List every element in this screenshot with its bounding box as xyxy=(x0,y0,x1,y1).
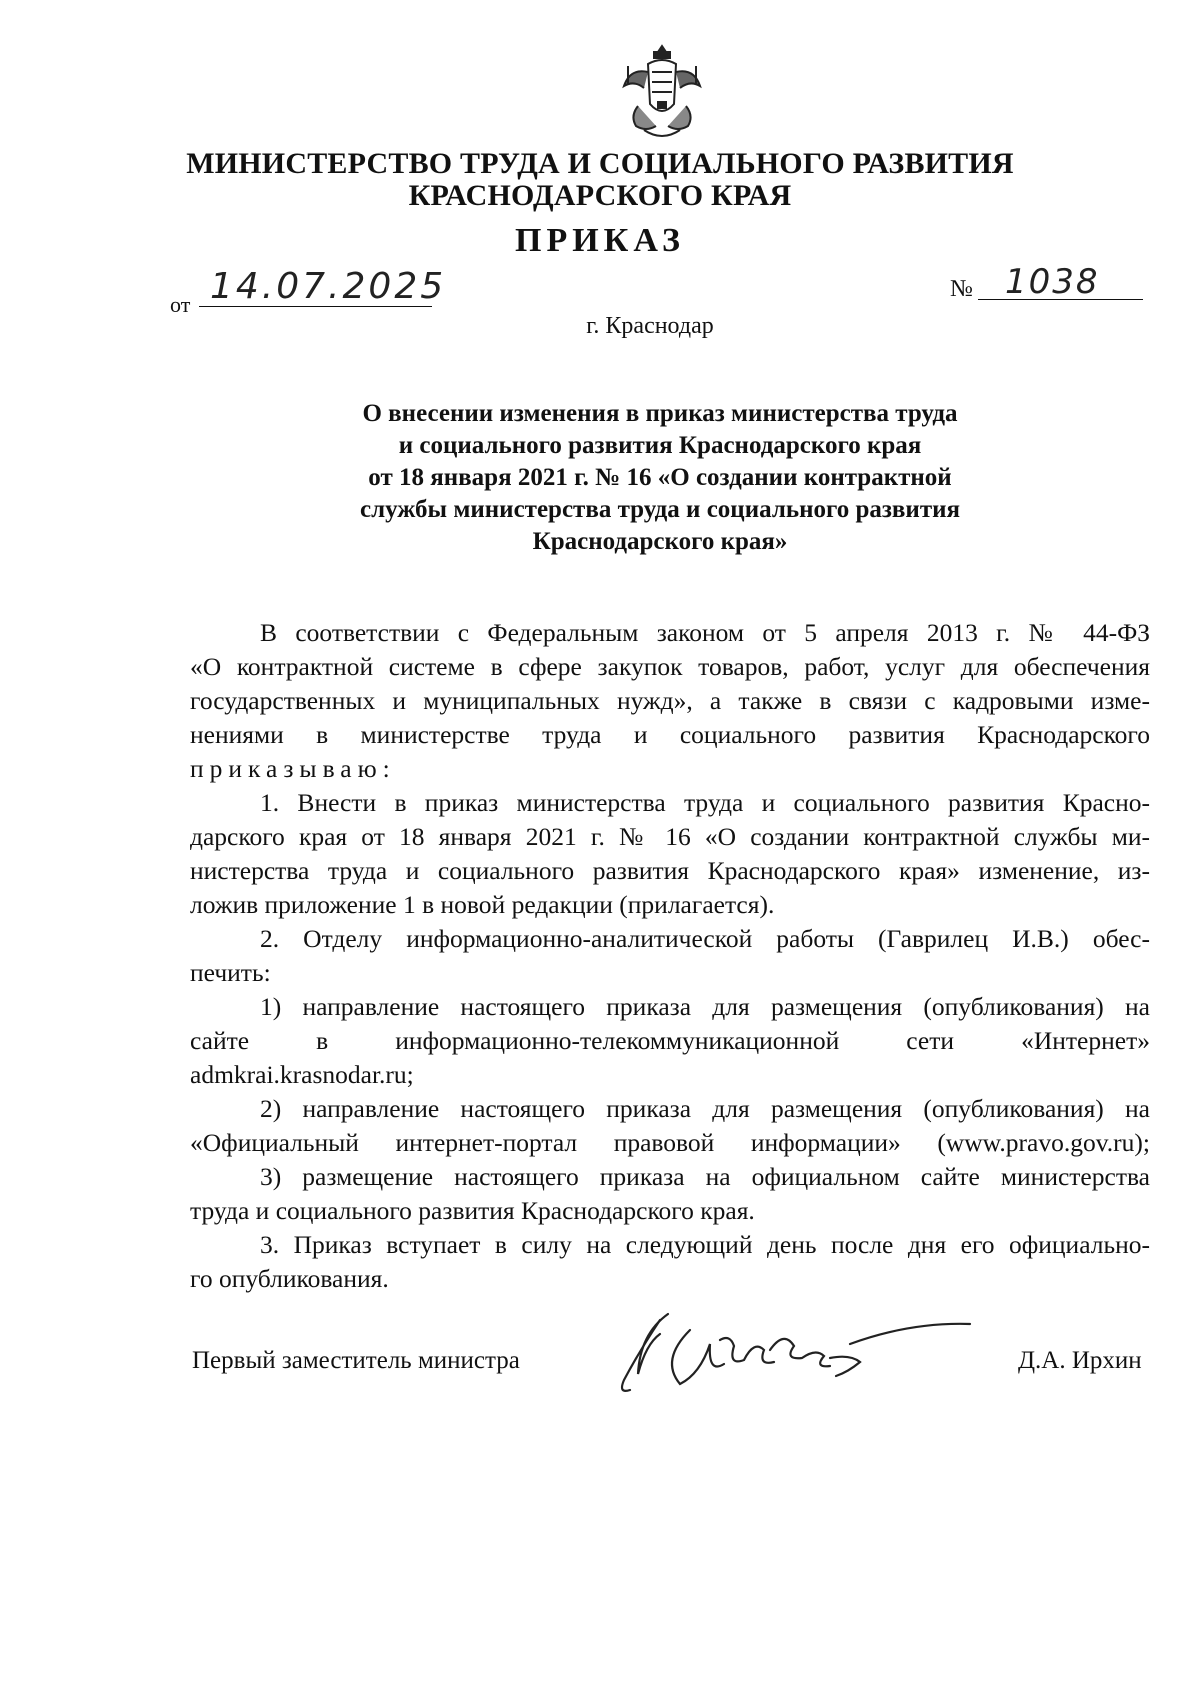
date-label: от xyxy=(170,292,191,317)
signer-name: Д.А. Ирхин xyxy=(1018,1347,1142,1374)
body-line: го опубликования. xyxy=(190,1264,389,1293)
body-line: труда и социального развития Краснодарского края. xyxy=(190,1196,755,1225)
body-line: 2) направление настоящего приказа для размещения (опубликования) на xyxy=(260,1094,1150,1123)
body-line: 3. Приказ вступает в силу на следующий день после дня его официально- xyxy=(260,1230,1150,1259)
subject-line: и социального развития Краснодарского края xyxy=(398,432,922,459)
body-line: 2. Отделу информационно-аналитической работы (Гаврилец И.В.) обес- xyxy=(260,924,1150,953)
body-line: 1) направление настоящего приказа для размещения (опубликования) на xyxy=(260,992,1150,1021)
document-date: 14.07.2025 xyxy=(210,266,447,307)
body-line: приказываю: xyxy=(190,754,396,783)
document-type: ПРИКАЗ xyxy=(515,222,685,259)
ministry-name-line1: МИНИСТЕРСТВО ТРУДА И СОЦИАЛЬНОГО РАЗВИТИЯ xyxy=(186,147,1014,180)
ministry-name-line2: КРАСНОДАРСКОГО КРАЯ xyxy=(408,179,792,212)
coat-of-arms-icon xyxy=(618,42,706,142)
body-line: 1. Внести в приказ министерства труда и социального развития Красно- xyxy=(260,788,1150,817)
body-line: admkrai.krasnodar.ru; xyxy=(190,1060,414,1089)
body-line: печить: xyxy=(190,958,271,987)
body-line: сайте в информационно-телекоммуникационной сети «Интернет» xyxy=(190,1026,1150,1055)
body-line: 3) размещение настоящего приказа на официальном сайте министерства xyxy=(260,1162,1150,1191)
subject-line: от 18 января 2021 г. № 16 «О создании контрактной xyxy=(368,464,952,491)
city: г. Краснодар xyxy=(586,313,714,339)
body-line: дарского края от 18 января 2021 г. № 16 «О создании контрактной службы ми- xyxy=(190,822,1150,851)
body-line: нениями в министерстве труда и социального развития Краснодарского xyxy=(190,720,1150,749)
body-line: государственных и муниципальных нужд», а также в связи с кадровыми изме- xyxy=(190,686,1150,715)
number-label: № xyxy=(950,276,973,302)
subject-line: О внесении изменения в приказ министерства труда xyxy=(362,400,958,427)
document-subject xyxy=(280,398,1040,558)
subject-line: службы министерства труда и социального развития xyxy=(359,496,961,523)
document-number: 1038 xyxy=(1005,262,1100,302)
signer-title: Первый заместитель министра xyxy=(192,1347,520,1374)
body-line: нистерства труда и социального развития Краснодарского края» изменение, из- xyxy=(190,856,1150,885)
body-line: «Официальный интернет-портал правовой информации» (www.pravo.gov.ru); xyxy=(190,1128,1150,1157)
body-line: В соответствии с Федеральным законом от 5 апреля 2013 г. № 44-ФЗ xyxy=(260,618,1150,647)
subject-line: Краснодарского края» xyxy=(532,528,788,555)
body-line: ложив приложение 1 в новой редакции (прилагается). xyxy=(190,890,775,919)
body-line: «О контрактной системе в сфере закупок товаров, работ, услуг для обеспечения xyxy=(190,652,1150,681)
signature-icon xyxy=(600,1300,1000,1410)
